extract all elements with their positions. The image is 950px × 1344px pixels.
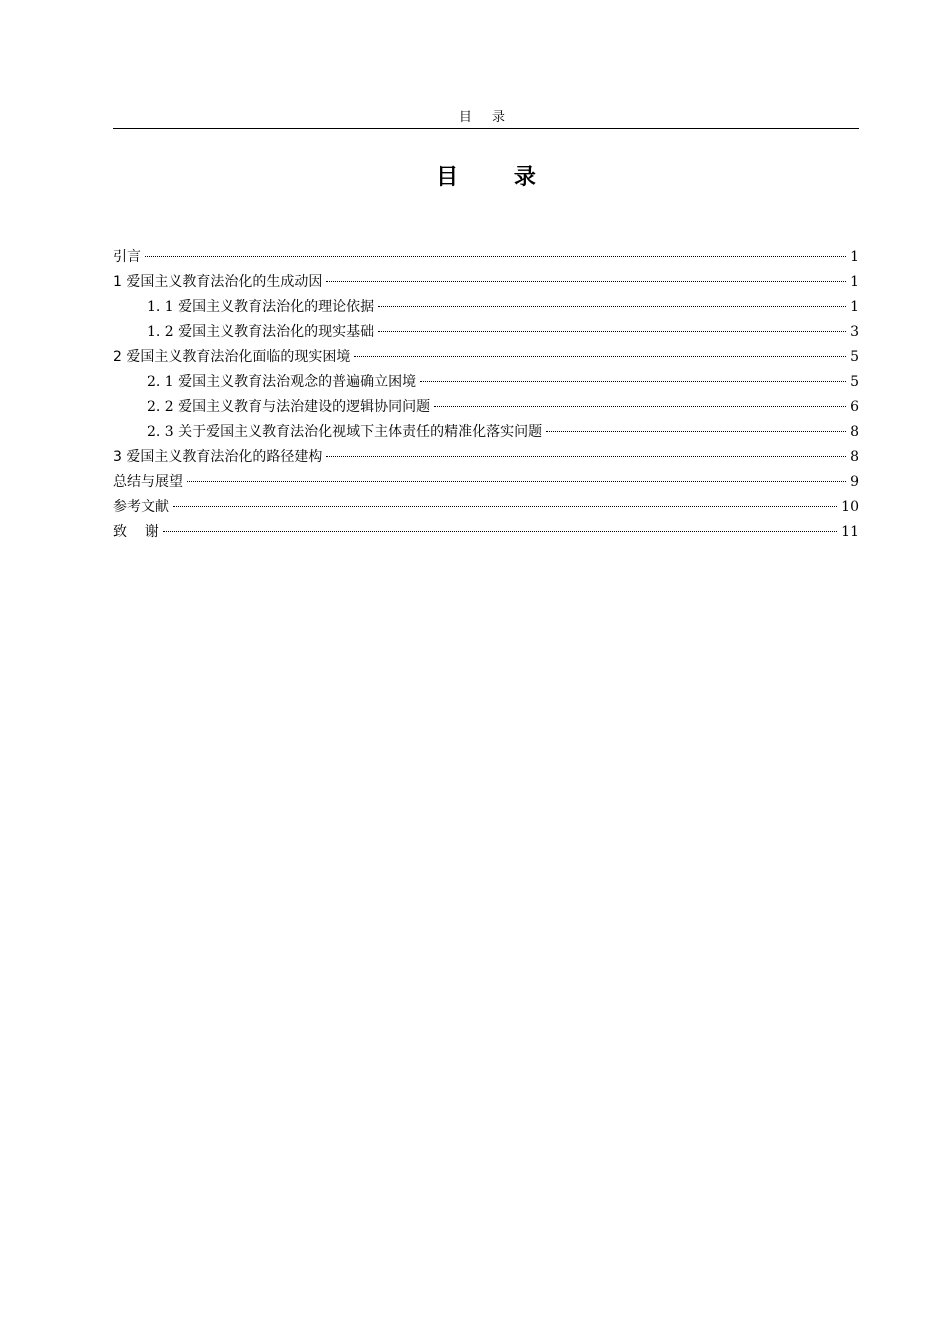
dot-leader — [546, 431, 846, 432]
toc-entry-page-number: 10 — [841, 499, 859, 515]
dot-leader — [163, 531, 837, 532]
toc-entry-title: 2. 1 爱国主义教育法治观念的普遍确立困境 — [147, 374, 417, 390]
dot-leader — [187, 481, 846, 482]
toc-entry[interactable] — [113, 345, 859, 370]
toc-entry-page-number: 8 — [850, 449, 859, 465]
toc-entry[interactable] — [113, 270, 859, 295]
running-header: 目 录 — [458, 110, 514, 125]
toc-entry-page-number: 1 — [850, 274, 859, 290]
toc-entry[interactable] — [113, 445, 859, 470]
dot-leader — [434, 406, 846, 407]
toc-entry-page-number: 9 — [850, 474, 859, 490]
dot-leader — [378, 331, 846, 332]
toc-entry-title: 2. 2 爱国主义教育与法治建设的逻辑协同问题 — [147, 399, 431, 415]
toc-entry-page-number: 1 — [850, 249, 859, 265]
toc-entry-title: 2 爱国主义教育法治化面临的现实困境 — [113, 349, 351, 365]
toc-entry-title: 总结与展望 — [113, 474, 183, 490]
toc-entry-title: 1. 2 爱国主义教育法治化的现实基础 — [147, 324, 375, 340]
toc-entry-title: 2. 3 关于爱国主义教育法治化视域下主体责任的精准化落实问题 — [147, 424, 543, 440]
toc-entry-title: 1. 1 爱国主义教育法治化的理论依据 — [147, 299, 375, 315]
dot-leader — [145, 256, 846, 257]
dot-leader — [378, 306, 846, 307]
toc-subentry[interactable] — [113, 370, 859, 395]
toc-entry-page-number: 8 — [850, 424, 859, 440]
toc-subentry[interactable] — [113, 420, 859, 445]
toc-entry[interactable] — [113, 245, 859, 270]
table-of-contents — [113, 245, 859, 545]
toc-entry-title: 致 谢 — [113, 524, 159, 540]
toc-entry-page-number: 3 — [850, 324, 859, 340]
dot-leader — [326, 281, 846, 282]
toc-entry-title: 参考文献 — [113, 499, 169, 515]
toc-entry-title: 引言 — [113, 249, 141, 265]
dot-leader — [326, 456, 846, 457]
dot-leader — [354, 356, 846, 357]
toc-entry[interactable] — [113, 470, 859, 495]
toc-entry[interactable] — [113, 520, 859, 545]
toc-entry[interactable] — [113, 495, 859, 520]
toc-entry-page-number: 11 — [841, 524, 859, 540]
toc-entry-title: 1 爱国主义教育法治化的生成动因 — [113, 274, 323, 290]
toc-subentry[interactable] — [113, 395, 859, 420]
toc-heading: 目 录 — [436, 165, 560, 190]
toc-entry-page-number: 1 — [850, 299, 859, 315]
dot-leader — [173, 506, 837, 507]
toc-subentry[interactable] — [113, 295, 859, 320]
toc-entry-page-number: 5 — [850, 349, 859, 365]
toc-entry-title: 3 爱国主义教育法治化的路径建构 — [113, 449, 323, 465]
toc-entry-page-number: 6 — [850, 399, 859, 415]
header-rule — [113, 128, 859, 129]
toc-entry-page-number: 5 — [850, 374, 859, 390]
toc-subentry[interactable] — [113, 320, 859, 345]
dot-leader — [420, 381, 846, 382]
